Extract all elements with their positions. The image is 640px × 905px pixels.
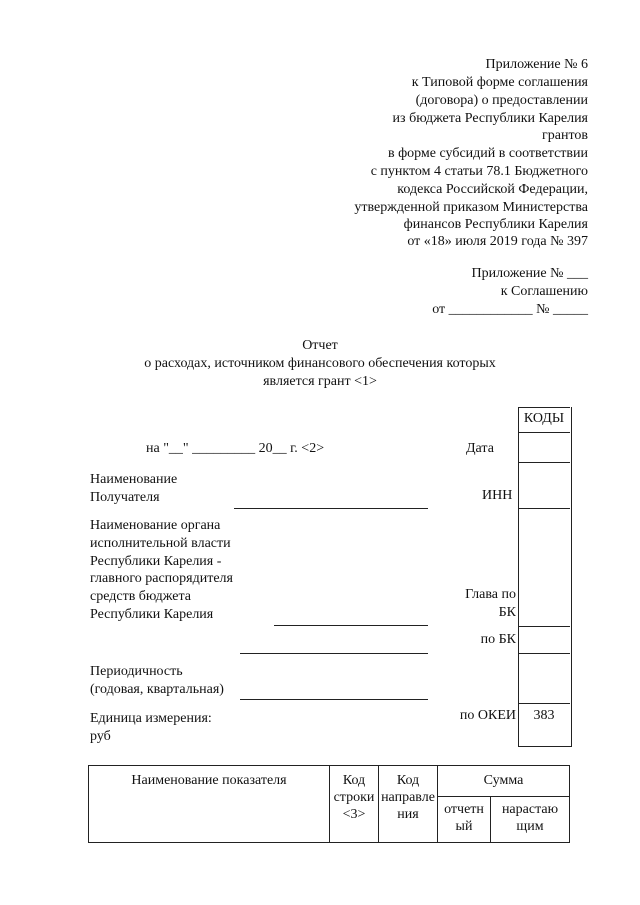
glava-label: БК [498,605,516,620]
header-line: из бюджета Республики Карелия [392,111,588,126]
authority-label: Республики Карелия [90,607,214,622]
unit-label: Единица измерения: [90,711,212,726]
col-sum [438,766,570,797]
col-cumulative-text: щим [516,819,544,834]
col-indicator-name [89,766,330,843]
appendix-agreement: к Соглашению [500,284,588,299]
codes-row-divider [518,626,570,627]
codes-top-border [518,407,570,408]
col-cumulative [491,797,570,843]
recipient-label: Наименование [90,472,178,487]
periodicity-label: Периодичность [90,664,183,679]
authority-input-line-2 [240,653,428,654]
col-reporting [438,797,491,843]
okei-code-value: 383 [533,708,555,723]
appendix-number: Приложение № ___ [471,266,588,281]
col-direction-code-text: ния [397,807,419,822]
codes-row-divider [518,653,570,654]
po-bk-label: по БК [480,632,516,647]
header-line: утвержденной приказом Министерства [354,200,588,215]
authority-label: главного распорядителя [90,571,233,586]
header-line: к Типовой форме соглашения [411,75,588,90]
header-line: кодекса Российской Федерации, [397,182,588,197]
date-label: Дата [466,441,494,456]
col-indicator-name-text: Наименование показателя [131,773,287,788]
glava-label: Глава по [465,587,516,602]
periodicity-label: (годовая, квартальная) [90,682,224,697]
authority-label: исполнительной власти [90,536,231,551]
header-line: с пунктом 4 статьи 78.1 Бюджетного [370,164,588,179]
header-line: Приложение № 6 [485,57,588,72]
report-table [88,765,570,843]
col-direction-code-text: Код [396,773,420,788]
recipient-label: Получателя [90,490,160,505]
recipient-input-line [234,508,428,509]
col-direction-code [379,766,438,843]
col-cumulative-text: нарастаю [501,802,559,817]
col-reporting-text: ый [455,819,473,834]
col-direction-code-text: направле [381,790,435,805]
okei-label: по ОКЕИ [459,708,516,723]
authority-input-line [274,625,428,626]
title-line: о расходах, источником финансового обеспечения которых [144,356,496,371]
codes-row-divider [518,703,570,704]
col-reporting-text: отчетн [444,802,484,817]
unit-value: руб [90,729,111,744]
header-line: грантов [542,128,588,143]
header-line: финансов Республики Карелия [403,217,588,232]
report-date-field: на "__" _________ 20__ г. <2> [146,441,325,456]
codes-row-divider [518,462,570,463]
header-line: (договора) о предоставлении [415,93,588,108]
title-line: является грант <1> [263,374,377,389]
title-line: Отчет [302,338,338,353]
codes-header: КОДЫ [523,411,565,426]
periodicity-input-line [240,699,428,700]
header-line: от «18» июля 2019 года № 397 [407,234,588,249]
codes-column-frame [518,407,572,747]
appendix-date: от ____________ № _____ [432,302,588,317]
authority-label: Наименование органа [90,518,221,533]
col-line-code-text: Код [342,773,366,788]
col-line-code-text: <3> [342,807,366,822]
col-line-code-text: строки [333,790,375,805]
header-line: в форме субсидий в соответствии [387,146,588,161]
inn-label: ИНН [482,488,513,503]
codes-row-divider [518,508,570,509]
col-sum-text: Сумма [483,773,524,788]
col-line-code [330,766,379,843]
authority-label: средств бюджета [90,589,192,604]
codes-row-divider [518,432,570,433]
authority-label: Республики Карелия - [90,554,222,569]
